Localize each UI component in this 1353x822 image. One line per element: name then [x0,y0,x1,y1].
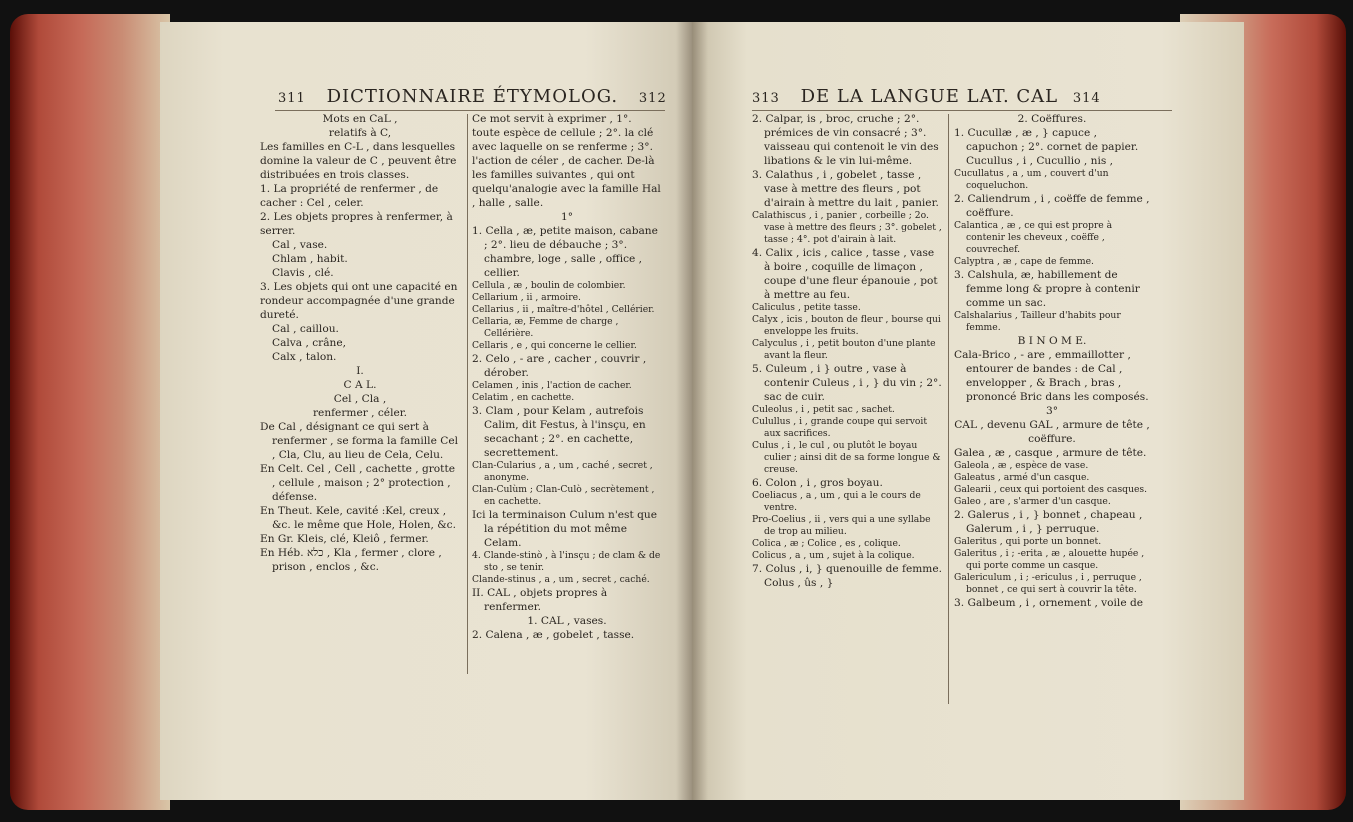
left-page [160,22,692,800]
text-line: Galericulum , i ; -ericulus , i , perruque , bonnet , ce qui sert à couvrir la tête. [954,572,1142,595]
text-line: Cala-Brico , - are , emmaillotter , entourer de bandes : de Cal , envelopper , & Brach , bras , prononcé Bric dans les composés. [954,349,1149,403]
text-line: Clande-stinus , a , um , secret , caché. [472,574,650,585]
text-line: Cellarius , ii , maître-d'hôtel , Cellérier. [472,304,655,315]
text-line: Cellaris , e , qui concerne le cellier. [472,340,637,351]
text-line: 3. Les objets qui ont une capacité en rondeur accompagnée d'une grande dureté. [260,281,458,321]
text-line: 1. Cella , æ, petite maison, cabane ; 2°. lieu de débauche ; 3°. chambre, loge , salle , office , cellier. [472,225,658,279]
right-page-column-1 [752,112,942,590]
text-line: 2. Celo , - are , cacher , couvrir , dérober. [472,353,647,379]
text-line: Cellaria, æ, Femme de charge , Cellérière. [472,316,619,339]
book-gutter [676,22,708,800]
text-line: En Celt. Cel , Cell , cachette , grotte , cellule , maison ; 2° protection , défense. [260,463,455,503]
text-line: 2. Coëffures. [1017,113,1087,125]
running-title: DE LA LANGUE LAT. CAL [800,86,1059,107]
text-line: 6. Colon , i , gros boyau. [752,477,883,489]
text-line: Chlam , habit. [272,253,348,265]
text-line: Calantica , æ , ce qui est propre à contenir les cheveux , coëffe , couvrechef. [954,220,1113,255]
header-rule [752,110,1172,111]
left-page-column-1 [260,112,460,574]
left-page-column-2 [472,112,662,642]
text-line: Cucullatus , a , um , couvert d'un coqueluchon. [954,168,1109,191]
text-line: Caliculus , petite tasse. [752,302,861,313]
text-line: II. CAL , objets propres à renfermer. [472,587,608,613]
text-line: 2. Galerus , i , } bonnet , chapeau , Galerum , i , } perruque. [954,509,1143,535]
text-line: Calx , talon. [272,351,337,363]
text-line: Calyptra , æ , cape de femme. [954,256,1094,267]
column-rule [467,114,468,674]
text-line: Cellarium , ii , armoire. [472,292,581,303]
page-number: 312 [638,91,667,106]
text-line: relatifs à C, [328,127,392,139]
text-line: CAL , devenu GAL , armure de tête , coëffure. [954,419,1150,445]
text-line: Colicus , a , um , sujet à la colique. [752,550,915,561]
text-line: 2. Calena , æ , gobelet , tasse. [472,629,635,641]
text-line: Galea , æ , casque , armure de tête. [954,447,1147,459]
text-line: Galeatus , armé d'un casque. [954,472,1090,483]
text-line: Culullus , i , grande coupe qui servoit aux sacrifices. [752,416,928,439]
text-line: Calathiscus , i , panier , corbeille ; 2o. vase à mettre des fleurs ; 3°. gobelet , tasse ; 4°. pot d'airain à lait. [752,210,942,245]
text-line: Pro-Coelius , ii , vers qui a une syllabe de trop au milieu. [752,514,931,537]
text-line: Colica , æ ; Colice , es , colique. [752,538,901,549]
text-line: Ici la terminaison Culum n'est que la répétition du mot même Celam. [472,509,657,549]
text-line: Celamen , inis , l'action de cacher. [472,380,632,391]
running-header-right [752,86,1101,107]
text-line: En Héb. כלא , Kla , fermer , clore , prison , enclos , &c. [260,547,442,573]
text-line: Clan-Culùm ; Clan-Culò , secrètement , en cachette. [472,484,655,507]
text-line: Galearii , ceux qui portoient des casques. [954,484,1148,495]
text-line: 1° [560,211,574,223]
page-number: 311 [278,91,306,106]
text-line: Clavis , clé. [272,267,334,279]
right-page-column-2 [954,112,1150,610]
text-line: 1. Cucullæ , æ , } capuce , capuchon ; 2°. cornet de papier. Cucullus , i , Cucullio , nis , [954,127,1139,167]
text-line: Cal , caillou. [272,323,339,335]
right-page [692,22,1244,800]
text-line: En Theut. Kele, cavité :Kel, creux , &c. le même que Hole, Holen, &c. [260,505,456,531]
text-line: 1. CAL , vases. [527,615,607,627]
text-line: 3. Calathus , i , gobelet , tasse , vase à mettre des fleurs , pot d'airain à mettre du lait , panier. [752,169,939,209]
text-line: Galeola , æ , espèce de vase. [954,460,1089,471]
text-line: 3. Calshula, æ, habillement de femme long & propre à contenir comme un sac. [954,269,1140,309]
text-line: 4. Clande-stinò , à l'insçu ; de clam & de sto , se tenir. [472,550,661,573]
running-title: DICTIONNAIRE ÉTYMOLOG. [326,86,619,107]
text-line: C A L. [343,379,377,391]
text-line: En Gr. Kleis, clé, Kleiô , fermer. [260,533,429,545]
text-line: Galeritus , qui porte un bonnet. [954,536,1102,547]
text-line: Ce mot servit à exprimer , 1°. toute espèce de cellule ; 2°. la clé avec laquelle on se renferme ; 3°. l'action de céler , de cacher. De-là les familles suivantes , qui ont quelqu'analogie avec la famille Hal , halle , salle. [472,113,661,209]
text-line: Calshalarius , Tailleur d'habits pour femme. [954,310,1121,333]
text-line: Galeritus , i ; -erita , æ , alouette hupée , qui porte comme un casque. [954,548,1145,571]
header-rule [275,110,665,111]
text-line: Calyculus , i , petit bouton d'une plante avant la fleur. [752,338,936,361]
text-line: Cal , vase. [272,239,328,251]
text-line: De Cal , désignant ce qui sert à renfermer , se forma la famille Cel , Cla, Clu, au lieu de Cela, Celu. [260,421,458,461]
text-line: Mots en CaL , [322,113,398,125]
running-header-left [278,86,667,107]
text-line: Les familles en C-L , dans lesquelles domine la valeur de C , peuvent être distribuées en trois classes. [260,141,457,181]
text-line: 7. Colus , i, } quenouille de femme. Colus , ûs , } [752,563,942,589]
text-line: 1. La propriété de renfermer , de cacher : Cel , celer. [260,183,439,209]
text-line: 3° [1045,405,1059,417]
text-line: Galeo , are , s'armer d'un casque. [954,496,1111,507]
text-line: Culus , i , le cul , ou plutôt le boyau culier ; ainsi dit de sa forme longue & creuse. [752,440,941,475]
text-line: 3. Galbeum , i , ornement , voile de [954,597,1144,609]
text-line: 5. Culeum , i } outre , vase à contenir Culeus , i , } du vin ; 2°. sac de cuir. [752,363,942,403]
column-rule [948,114,949,704]
text-line: Culeolus , i , petit sac , sachet. [752,404,895,415]
text-line: I. [356,365,364,377]
text-line: B I N O M E. [1017,335,1087,347]
text-line: Celatim , en cachette. [472,392,575,403]
text-line: 2. Les objets propres à renfermer, à serrer. [260,211,453,237]
text-line: 2. Calpar, is , broc, cruche ; 2°. prémices de vin consacré ; 3°. vaisseau qui contenoit le vin des libations & le vin lui-même. [752,113,939,167]
text-line: Cellula , æ , boulin de colombier. [472,280,626,291]
text-line: 3. Clam , pour Kelam , autrefois Calim, dit Festus, à l'insçu, en secachant ; 2°. en cachette, secrettement. [472,405,646,459]
page-number: 314 [1072,91,1101,106]
text-line: Coeliacus , a , um , qui a le cours de ventre. [752,490,921,513]
text-line: Clan-Cularius , a , um , caché , secret , anonyme. [472,460,653,483]
text-line: renfermer , céler. [312,407,408,419]
text-line: 2. Caliendrum , i , coëffe de femme , coëffure. [954,193,1150,219]
text-line: Calva , crâne, [272,337,346,349]
left-book-edge [10,14,170,810]
text-line: 4. Calix , icis , calice , tasse , vase à boire , coquille de limaçon , coupe d'une fleur épanouie , pot à mettre au feu. [752,247,938,301]
text-line: Calyx , icis , bouton de fleur , bourse qui enveloppe les fruits. [752,314,941,337]
text-line: Cel , Cla , [333,393,387,405]
page-number: 313 [752,91,780,106]
